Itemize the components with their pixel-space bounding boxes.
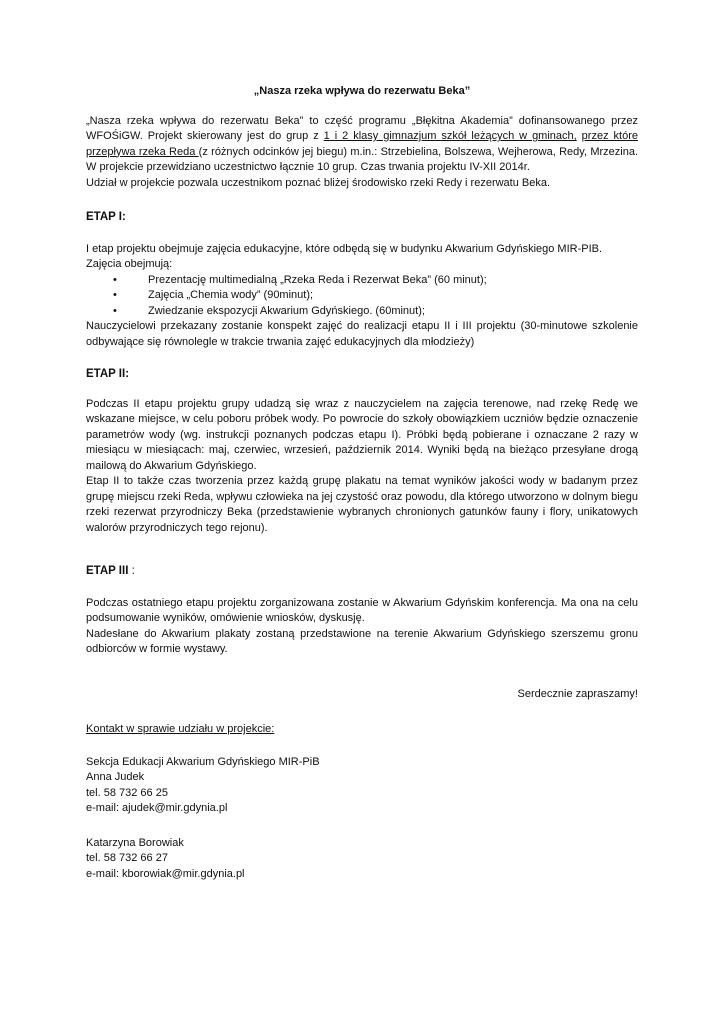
etap1-list [86,273,638,320]
document-page [86,84,638,882]
etap2-heading: ETAP II: [86,368,130,380]
contact-block-2 [86,836,638,883]
etap3-heading: ETAP III : [86,565,135,577]
contact-email-1: e-mail: ajudek@mir.gdynia.pl [86,802,228,814]
etap1-paragraph-2: Zajęcia obejmują: [86,258,173,270]
contact-tel-1: tel. 58 732 66 25 [86,786,168,799]
intro-text-a: „Nasza rzeka wpływa do rezerwatu Beka” to część programu „Błękitna Akademia” dofinansowanego przez WFOŚiGW. Projekt skierowany jest do grup z [86,114,638,142]
contact-tel-2: tel. 58 732 66 27 [86,852,168,864]
contact-name-2: Katarzyna Borowiak [86,836,184,849]
etap2-paragraph-1: Podczas II etapu projektu grupy udadzą się wraz z nauczycielem na zajęcia terenowe, nad rzekę Redę we wskazane miejsce, w celu poboru próbek wody. Po powrocie do szkoły obowiązkiem uczniów będzie oznaczenie parametrów wody (wg. instrukcji poznanych podczas etapu I). Próbki będą pobierane i oznaczane 2 razy w miesiącu w miesiącach: maj, czerwiec, wrzesień, październik 2014. Wyniki będą na bieżąco przesyłane drogą mailową do Akwarium Gdyńskiego. [86,397,638,472]
bullet-icon: • [113,273,117,286]
list-item: • Zajęcia „Chemia wody” (90minut); [86,288,638,304]
bullet-icon: • [113,289,117,301]
intro-underlined-1: 1 i 2 klasy gimnazjum szkół leżących w gminach, [323,130,577,142]
intro-text-b: (z różnych odcinków jej biegu) m.in.: Strzebielina, Bolszewa, Wejherowa, Redy, Mrzezina. W projekcie przewidziano uczestnictwo łącznie 10 grup. Czas trwania projektu IV-XII 2014r. [86,145,638,173]
document-title: „Nasza rzeka wpływa do rezerwatu Beka” [253,85,471,97]
closing-text: Serdecznie zapraszamy! [517,687,638,700]
list-item: • Zwiedzanie ekspozycji Akwarium Gdyńskiego. (60minut); [86,304,638,320]
contact-email-2: e-mail: kborowiak@mir.gdynia.pl [86,867,245,880]
bullet-icon: • [113,304,117,317]
intro-paragraph [86,114,638,176]
contact-org: Sekcja Edukacji Akwarium Gdyńskiego MIR-PiB [86,755,320,768]
etap1-paragraph-3: Nauczycielowi przekazany zostanie konspekt zajęć do realizacji etapu II i III projektu (30-minutowe szkolenie odbywające się równolegle w trakcie trwania zajęć edukacyjnych dla młodzieży) [86,320,638,348]
etap3-paragraph-2: Nadesłane do Akwarium plakaty zostaną przedstawione na terenie Akwarium Gdyńskiego szerszemu gronu odbiorców w formie wystawy. [86,627,638,655]
contact-block-1 [86,755,638,817]
contact-name-1: Anna Judek [86,771,145,783]
intro-underlined-2: przez które przepływa rzeka Reda [86,130,638,158]
etap2-paragraph-2: Etap II to także czas tworzenia przez każdą grupę plakatu na temat wyników jakości wody w badanym przez grupę miejscu rzeki Reda, wpływu człowieka na jej czystość oraz powodu, dla którego utworzono w dolnym biegu rzeki rezerwat przyrodniczy Beka (przedstawienie wybranych chronionych gatunków fauny i flory, unikatowych walorów przyrodniczych tego rejonu). [86,475,638,534]
list-item: • Prezentację multimedialną „Rzeka Reda i Rezerwat Beka” (60 minut); [86,273,638,289]
etap1-paragraph-1: I etap projektu obejmuje zajęcia edukacyjne, które odbędą się w budynku Akwarium Gdyńskiego MIR-PIB. [86,242,603,255]
etap3-paragraph-1: Podczas ostatniego etapu projektu zorganizowana zostanie w Akwarium Gdyńskim konferencja. Ma ona na celu podsumowanie wyników, omówienie wniosków, dyskusję. [86,596,638,624]
contact-heading: Kontakt w sprawie udziału w projekcie: [86,723,275,735]
intro-paragraph-2: Udział w projekcie pozwala uczestnikom poznać bliżej środowisko rzeki Redy i rezerwatu Beka. [86,176,551,189]
etap1-heading: ETAP I: [86,211,126,223]
